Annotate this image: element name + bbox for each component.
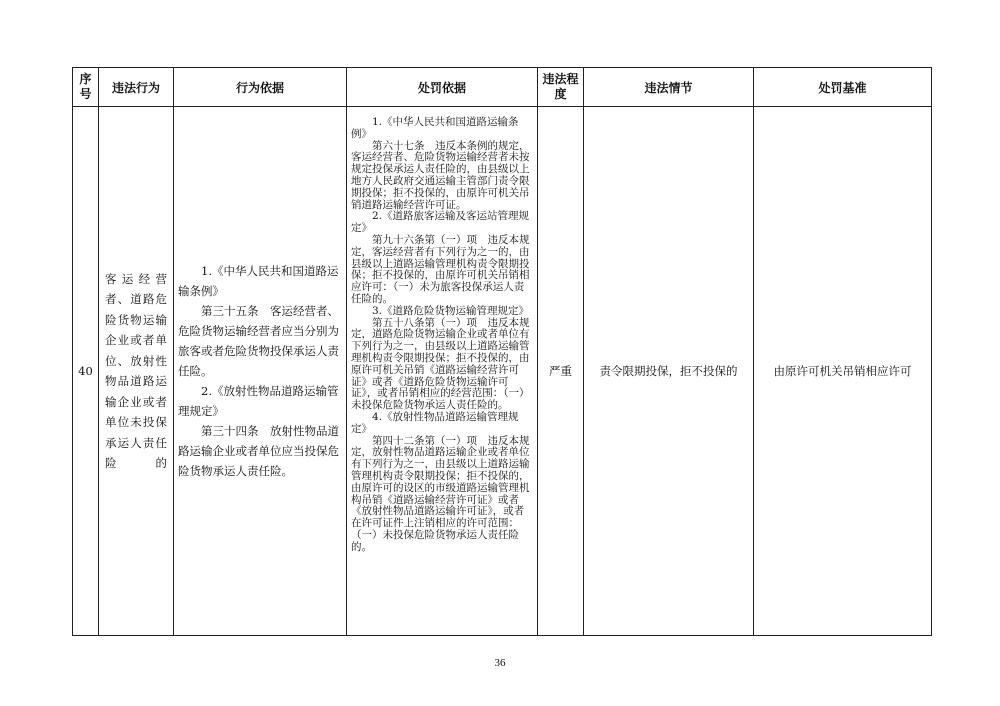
table-header-row [73,68,932,107]
cell-penalty-basis [347,107,538,636]
cell-violation-circumstance: 责令限期投保，拒不投保的 [584,107,754,636]
header-seq: 序号 [73,68,99,107]
penalty-law-title-2: 2.《道路旅客运输及客运站管理规定》 [351,210,530,235]
penalty-law-title-4: 4.《放射性物品道路运输管理规定》 [351,410,519,435]
basis-article-1: 第三十五条 客运经营者、危险货物运输经营者应当分别为旅客或者危险货物投保承运人责任险。 [178,304,339,378]
penalty-article-3: 第五十八条第（一）项 违反本规定，道路危险货物运输企业或者单位有下列行为之一，由县级以上道路运输管理机构责令限期投保；拒不投保的，由原许可机关吊销《道路运输经营许可证》或者《道路危险货物运输许可证》，或者吊销相应的经营范围：（一）未投保危险货物承运人责任险的。 [351,316,530,412]
cell-act-basis [174,107,347,636]
penalty-law-title-1: 1.《中华人民共和国道路运输条例》 [351,116,519,140]
table-row [73,107,932,636]
header-violation-degree: 违法程度 [538,68,584,107]
penalty-article-4: 第四十二条第（一）项 违反本规定，放射性物品道路运输企业或者单位有下列行为之一，由县级以上道路运输管理机构责令限期投保；拒不投保的，由原许可的设区的市级道路运输管理机构吊销《道路运输经营许可证》或者《放射性物品道路运输许可证》，或者在许可证件上注销相应的许可范围：（一）未投保危险货物承运人责任险的。 [351,434,530,553]
basis-law-title-2: 2.《放射性物品道路运输管理规定》 [178,384,339,418]
cell-violation-degree: 严重 [538,107,584,636]
header-violation-circumstance: 违法情节 [584,68,754,107]
cell-violation-act: 客运经营者、道路危险货物运输企业或者单位、放射性物品道路运输企业或者单位未投保承运人责任险的 [99,107,174,636]
penalty-article-2: 第九十六条第（一）项 违反本规定，客运经营者有下列行为之一的，由县级以上道路运输管理机构责令限期投保；拒不投保的，由原许可机关吊销相应许可：（一）未为旅客投保承运人责任险的。 [351,233,530,305]
penalty-standard-table [72,67,932,636]
header-penalty-standard: 处罚基准 [754,68,932,107]
header-act-basis: 行为依据 [174,68,347,107]
header-violation-act: 违法行为 [99,68,174,107]
page-number: 36 [494,657,506,669]
cell-penalty-standard: 由原许可机关吊销相应许可 [754,107,932,636]
penalty-law-title-3: 3.《道路危险货物运输管理规定》 [372,304,530,317]
penalty-article-1: 第六十七条 违反本条例的规定，客运经营者、危险货物运输经营者未按规定投保承运人责任险的，由县级以上地方人民政府交通运输主管部门责令限期投保；拒不投保的，由原许可机关吊销道路运输经营许可证。 [351,139,530,211]
basis-law-title-1: 1.《中华人民共和国道路运输条例》 [178,264,339,298]
cell-seq: 40 [73,107,99,636]
header-penalty-basis: 处罚依据 [347,68,538,107]
basis-article-2: 第三十四条 放射性物品道路运输企业或者单位应当投保危险货物承运人责任险。 [178,424,339,478]
